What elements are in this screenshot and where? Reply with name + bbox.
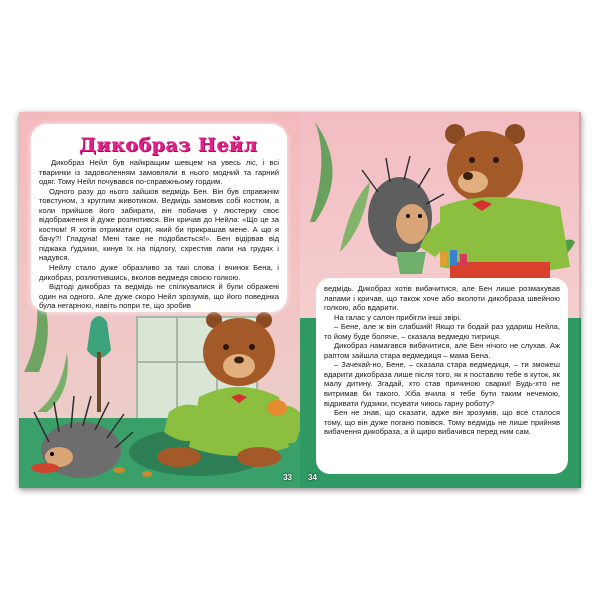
right-story-text	[324, 284, 560, 437]
book-spread	[19, 112, 581, 488]
paragraph: Бен не знав, що сказати, адже він зрозумів, що все сталося тому, що він дуже погано повівся. Тому ведмідь не лише прийняв вибачення дикобраза, а й щиро вибачився перед ним сам.	[324, 408, 560, 437]
left-page	[19, 112, 300, 488]
page-number: 34	[308, 473, 317, 482]
left-story-text	[39, 158, 279, 311]
paragraph: Дикобраз намагався вибачитися, але Бен нічого не слухав. Аж раптом зайшла стара ведмедиця – мама Бена.	[324, 341, 560, 360]
paragraph: – Бене, але ж він слабший! Якщо ти бодай раз удариш Нейла, то йому буде боляче, – сказала ведмедю тигриця.	[324, 322, 560, 341]
paragraph: Дикобраз Нейл був найкращим шевцем на увесь ліс, і всі тваринки із задоволенням замовляли в нього модний та гарний одяг. Тому Нейл почувався по-справжньому гордим.	[39, 158, 279, 187]
paragraph: Нейлу стало дуже образливо за такі слова і вчинок Бена, і дикобраз, розлютившись, вколов ведмедя своєю голкою.	[39, 263, 279, 282]
book-spine	[579, 112, 581, 488]
paragraph: – Зачекай-но, Бене, – сказала стара ведмедиця, – ти зможеш вдарити дикобраза лише після того, як я поставлю тебе в куток, як малу дитину. Згадай, хто став причиною сварки! Будь-хто не витримав би такого. Хіба вчила я тебе бути таким нечемою, відривати ґудзики, псувати чиюсь гарну роботу?	[324, 360, 560, 408]
paragraph: Одного разу до нього зайшов ведмідь Бен. Він був справжнім товстуном, з круглим животиком. Ведмідь замовив собі костюм, а коли прийшов його забирати, він побачив у люстерку своє відображення й дуже розлютився. Він кричав до Нейла: «Що це за костюм! Я хотів отримати одяг, який би прикрашав мене. А що я бачу?! Гладуна! Мені таке не подобається!». Бен відірвав від піджака ґудзики, кинув їх на підлогу, схрестив лапи на грудях і надувся.	[39, 186, 279, 263]
right-page	[300, 112, 581, 488]
paragraph: ведмідь. Дикобраз хотів вибачитися, але Бен лише розмахував лапами і кричав, що також хоче або вколоти дикобраза швейною голкою, або вдарити.	[324, 284, 560, 313]
paragraph: На галас у салон прибігли інші звірі.	[334, 312, 462, 322]
paragraph: Відтоді дикобраз та ведмідь не спілкувалися й були ображені один на одного. Але дуже скоро Нейл зрозумів, що його поведінка була негарною, навіть попри те, що зробив	[39, 282, 279, 311]
story-title: Дикобраз Нейл	[79, 134, 258, 156]
page-number: 33	[283, 473, 292, 482]
left-text-box	[31, 124, 287, 312]
right-text-box	[316, 278, 568, 474]
